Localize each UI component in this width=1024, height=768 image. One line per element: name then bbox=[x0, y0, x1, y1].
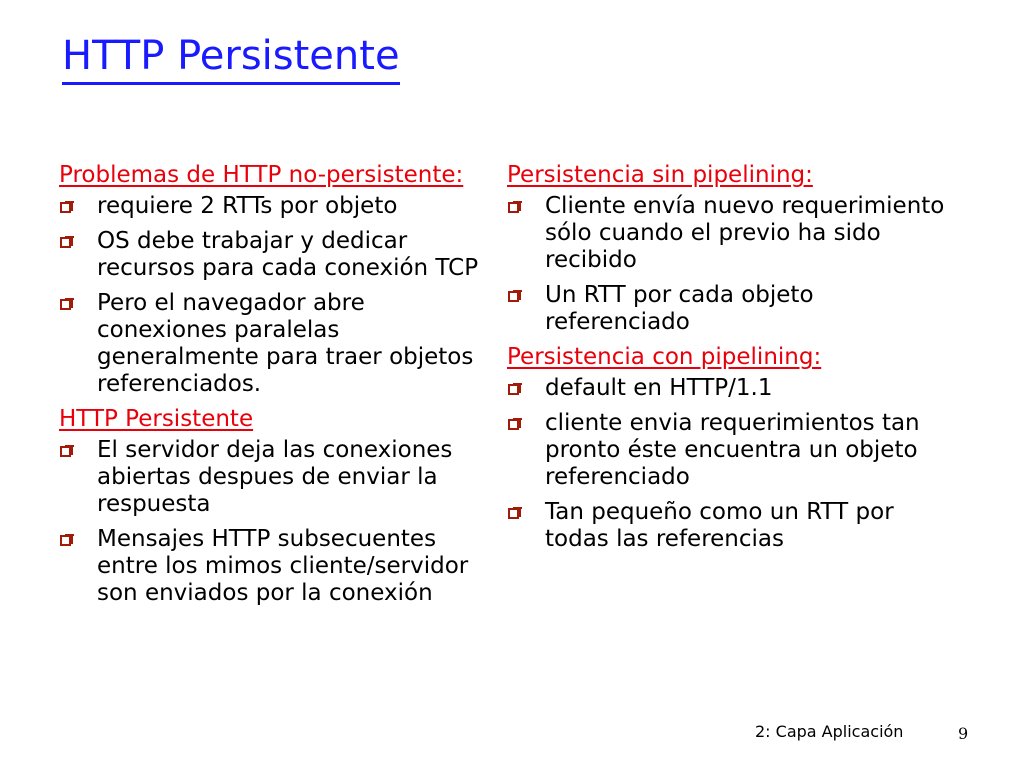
right-heading-pipelining-text: Persistencia con pipelining: bbox=[507, 344, 822, 370]
checkbox-square-icon bbox=[60, 237, 71, 248]
right-bullet-5 bbox=[507, 499, 947, 553]
right-column bbox=[507, 162, 947, 561]
left-bullet-5 bbox=[59, 526, 487, 607]
right-bullet-2 bbox=[507, 282, 947, 336]
bullet-text: requiere 2 RTTs por objeto bbox=[97, 193, 398, 219]
bullet-text: default en HTTP/1.1 bbox=[545, 375, 773, 401]
bullet-text: El servidor deja las conexiones abiertas despues de enviar la respuesta bbox=[97, 437, 453, 517]
right-bullet-4 bbox=[507, 410, 947, 491]
left-bullet-4 bbox=[59, 437, 487, 518]
right-heading-no-pipelining-text: Persistencia sin pipelining: bbox=[507, 162, 813, 188]
checkbox-square-icon bbox=[508, 419, 519, 430]
checkbox-square-icon bbox=[508, 508, 519, 519]
left-heading-persistent-text: HTTP Persistente bbox=[59, 406, 254, 432]
page-number: 9 bbox=[958, 724, 969, 743]
left-bullet-2 bbox=[59, 228, 487, 282]
slide-title: HTTP Persistente bbox=[62, 36, 400, 85]
checkbox-square-icon bbox=[508, 384, 519, 395]
left-bullet-1 bbox=[59, 193, 487, 220]
bullet-text: cliente envia requerimientos tan pronto éste encuentra un objeto referenciado bbox=[545, 410, 920, 490]
right-heading-pipelining bbox=[507, 344, 947, 371]
bullet-text: Tan pequeño como un RTT por todas las referencias bbox=[545, 499, 894, 552]
footer-chapter: 2: Capa Aplicación bbox=[755, 722, 904, 741]
bullet-text: Cliente envía nuevo requerimiento sólo cuando el previo ha sido recibido bbox=[545, 193, 945, 273]
left-heading-nonpersistent-text: Problemas de HTTP no-persistente: bbox=[59, 162, 464, 188]
left-heading-persistent bbox=[59, 406, 487, 433]
right-bullet-1 bbox=[507, 193, 947, 274]
checkbox-square-icon bbox=[60, 202, 71, 213]
right-bullet-3 bbox=[507, 375, 947, 402]
bullet-text: Pero el navegador abre conexiones paralelas generalmente para traer objetos referenciados. bbox=[97, 290, 474, 397]
left-column bbox=[59, 162, 487, 615]
checkbox-square-icon bbox=[508, 202, 519, 213]
right-heading-no-pipelining bbox=[507, 162, 947, 189]
checkbox-square-icon bbox=[60, 535, 71, 546]
checkbox-square-icon bbox=[60, 299, 71, 310]
left-heading-nonpersistent bbox=[59, 162, 487, 189]
checkbox-square-icon bbox=[60, 446, 71, 457]
bullet-text: Mensajes HTTP subsecuentes entre los mimos cliente/servidor son enviados por la conexión bbox=[97, 526, 469, 606]
bullet-text: Un RTT por cada objeto referenciado bbox=[545, 282, 814, 335]
bullet-text: OS debe trabajar y dedicar recursos para cada conexión TCP bbox=[97, 228, 479, 281]
checkbox-square-icon bbox=[508, 291, 519, 302]
left-bullet-3 bbox=[59, 290, 487, 398]
